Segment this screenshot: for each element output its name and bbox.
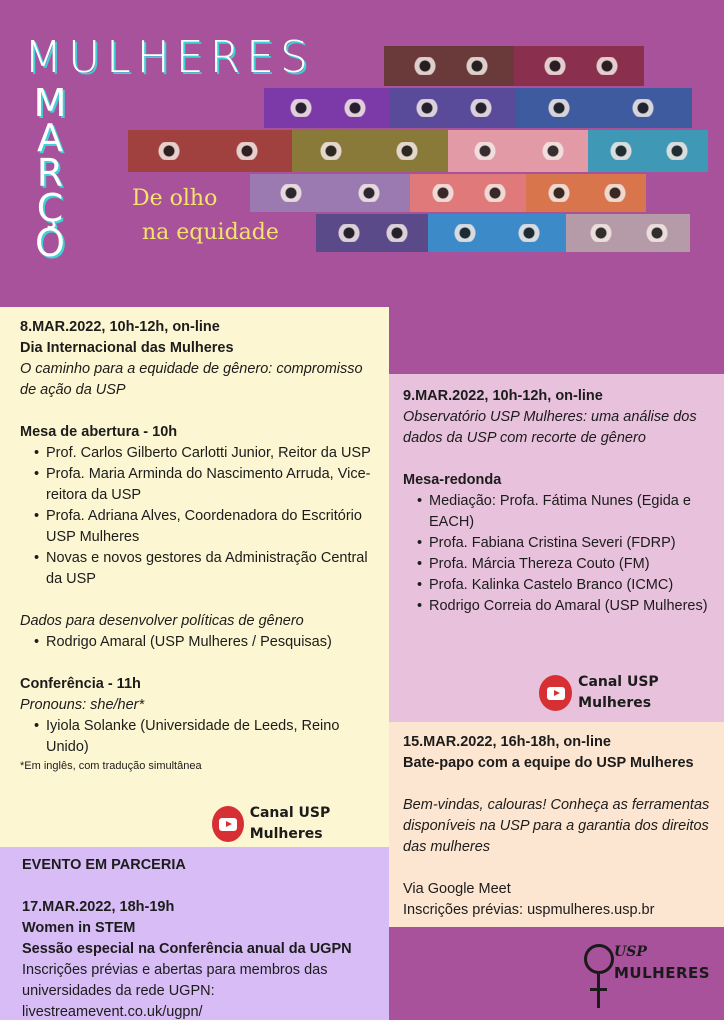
eye-strip-1 (384, 46, 514, 86)
eye-strip-12 (526, 174, 646, 212)
title-marco-letter: M (33, 81, 67, 125)
eye-strip-6 (128, 130, 292, 172)
list-item: • Profa. Adriana Alves, Coordenadora do Escritório USP Mulheres (34, 506, 377, 548)
conference-heading: Conferência - 11h (20, 676, 141, 692)
eye-strip-13 (316, 214, 428, 252)
meeting-platform: Via Google Meet (403, 881, 511, 897)
list-item: • Profa. Maria Arminda do Nascimento Arruda, Vice-reitora da USP (34, 464, 377, 506)
session-title: Sessão especial na Conferência anual da UGPN (22, 941, 352, 957)
youtube-channel-link[interactable] (212, 803, 389, 845)
round-heading: Mesa-redonda (403, 472, 502, 488)
title-mulheres: MULHERES (24, 32, 314, 83)
usp-mulheres-logo (584, 944, 711, 1014)
partner-event-panel (0, 847, 389, 1020)
tagline (132, 182, 279, 250)
title-marco-letter: A (37, 116, 63, 160)
eye-strip-7 (292, 130, 448, 172)
eyes-collage (0, 0, 724, 290)
youtube-icon (539, 675, 572, 711)
eye-strip-8 (448, 130, 588, 172)
event-subtitle: O caminho para a equidade de gênero: compromisso de ação da USP (20, 361, 363, 398)
list-item: • Profa. Kalinka Castelo Branco (ICMC) (417, 575, 714, 596)
list-item: • Rodrigo Amaral (USP Mulheres / Pesquisas) (34, 632, 377, 653)
opening-heading: Mesa de abertura - 10h (20, 424, 178, 440)
event-9-mar-panel (389, 374, 724, 722)
eye-strip-11 (410, 174, 526, 212)
event-8-mar-panel (0, 307, 389, 847)
partner-description: Inscrições prévias e abertas para membros das universidades da rede UGPN: livestreamevent.co.uk/ugpn/ (22, 962, 328, 1020)
logo-name: MULHERES (614, 964, 711, 982)
list-item: • Rodrigo Correia do Amaral (USP Mulheres) (417, 596, 714, 617)
registration-info: Inscrições prévias: uspmulheres.usp.br (403, 902, 655, 918)
tagline-line1: De olho (132, 186, 218, 211)
event-title: Women in STEM (22, 920, 136, 936)
conference-list (20, 716, 377, 758)
tagline-line2: na equidade (142, 220, 279, 245)
youtube-channel-link[interactable] (539, 672, 724, 714)
youtube-icon (212, 806, 244, 842)
eye-strip-3 (264, 88, 390, 128)
pronouns: Pronouns: she/her* (20, 697, 145, 713)
event-subtitle: Observatório USP Mulheres: uma análise dos dados da USP com recorte de gênero (403, 409, 697, 446)
translation-note: *Em inglês, com tradução simultânea (20, 760, 202, 772)
list-item: • Profa. Fabiana Cristina Severi (FDRP) (417, 533, 714, 554)
event-title: Dia Internacional das Mulheres (20, 340, 234, 356)
list-item: • Prof. Carlos Gilberto Carlotti Junior, Reitor da USP (34, 443, 377, 464)
title-marco-letter: Ç (36, 186, 64, 230)
event-date: 9.MAR.2022, 10h-12h, on-line (403, 388, 603, 404)
eye-strip-2 (514, 46, 644, 86)
title-marco-letter: O (35, 221, 65, 265)
eye-strip-9 (588, 130, 708, 172)
partner-heading: EVENTO EM PARCERIA (22, 857, 186, 873)
opening-list (20, 443, 377, 590)
event-15-mar-panel (389, 722, 724, 927)
eye-strip-4 (390, 88, 516, 128)
list-item: • Novas e novos gestores da Administração Central da USP (34, 548, 377, 590)
event-date: 8.MAR.2022, 10h-12h, on-line (20, 319, 220, 335)
event-date: 17.MAR.2022, 18h-19h (22, 899, 175, 915)
eye-strip-14 (428, 214, 566, 252)
data-heading: Dados para desenvolver políticas de gênero (20, 613, 304, 629)
list-item: • Iyiola Solanke (Universidade de Leeds, Reino Unido) (34, 716, 377, 758)
event-date: 15.MAR.2022, 16h-18h, on-line (403, 734, 611, 750)
round-list (403, 491, 714, 617)
channel-label: Canal USP Mulheres (249, 805, 331, 842)
data-list (20, 632, 377, 653)
venus-symbol-icon (584, 944, 614, 974)
eye-strip-5 (516, 88, 692, 128)
list-item: • Mediação: Profa. Fátima Nunes (Egida e EACH) (417, 491, 714, 533)
list-item: • Profa. Márcia Thereza Couto (FM) (417, 554, 714, 575)
event-subtitle: Bem-vindas, calouras! Conheça as ferramentas disponíveis na USP para a garantia dos direitos das mulheres (403, 797, 710, 855)
logo-brand: USP (614, 944, 647, 960)
event-title: Bate-papo com a equipe do USP Mulheres (403, 755, 694, 771)
title-marco-letter: R (36, 151, 64, 195)
eye-strip-15 (566, 214, 690, 252)
channel-label: Canal USP Mulheres (578, 674, 659, 711)
